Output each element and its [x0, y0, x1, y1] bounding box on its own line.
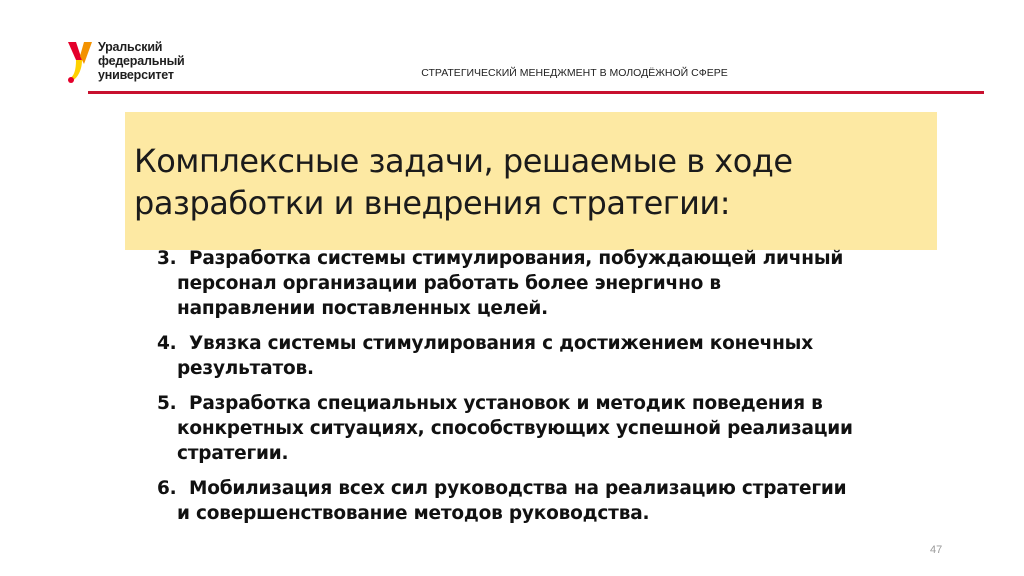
- header-divider: [88, 91, 984, 94]
- list-item-line: Разработка специальных установок и методик поведения в: [188, 393, 823, 414]
- slide-title: [134, 140, 914, 224]
- list-item-line: персонал организации работать более энергично в: [177, 273, 721, 294]
- slide-title-line-2: разработки и внедрения стратегии:: [134, 184, 730, 222]
- list-item-number: 6.: [157, 478, 189, 499]
- logo-line-2: федеральный: [98, 54, 185, 68]
- header-title: СТРАТЕГИЧЕСКИЙ МЕНЕДЖМЕНТ В МОЛОДЁЖНОЙ СФЕРЕ: [421, 67, 728, 79]
- list-item-line: результатов.: [177, 358, 314, 379]
- task-list: [157, 246, 917, 536]
- logo-line-3: университет: [98, 68, 174, 82]
- list-item-line: направлении поставленных целей.: [177, 298, 549, 319]
- list-item-line: конкретных ситуациях, способствующих успешной реализации: [177, 418, 853, 439]
- university-logo: [66, 40, 185, 86]
- list-item-line: Мобилизация всех сил руководства на реализацию стратегии: [188, 478, 847, 499]
- list-item-line: стратегии.: [177, 443, 289, 464]
- list-item: [157, 476, 917, 526]
- list-item-line: Разработка системы стимулирования, побуждающей личный: [188, 248, 844, 269]
- list-item-number: 5.: [157, 393, 189, 414]
- page-number: 47: [930, 544, 943, 556]
- list-item: [157, 246, 917, 321]
- list-item-line: Увязка системы стимулирования с достижением конечных: [188, 333, 813, 354]
- list-item-number: 3.: [157, 248, 189, 269]
- slide-title-line-1: Комплексные задачи, решаемые в ходе: [134, 142, 793, 180]
- list-item-number: 4.: [157, 333, 189, 354]
- urfu-logo-icon: [66, 40, 94, 86]
- list-item: [157, 391, 917, 466]
- list-item-line: и совершенствование методов руководства.: [177, 503, 650, 524]
- list-item: [157, 331, 917, 381]
- logo-line-1: Уральский: [98, 40, 163, 54]
